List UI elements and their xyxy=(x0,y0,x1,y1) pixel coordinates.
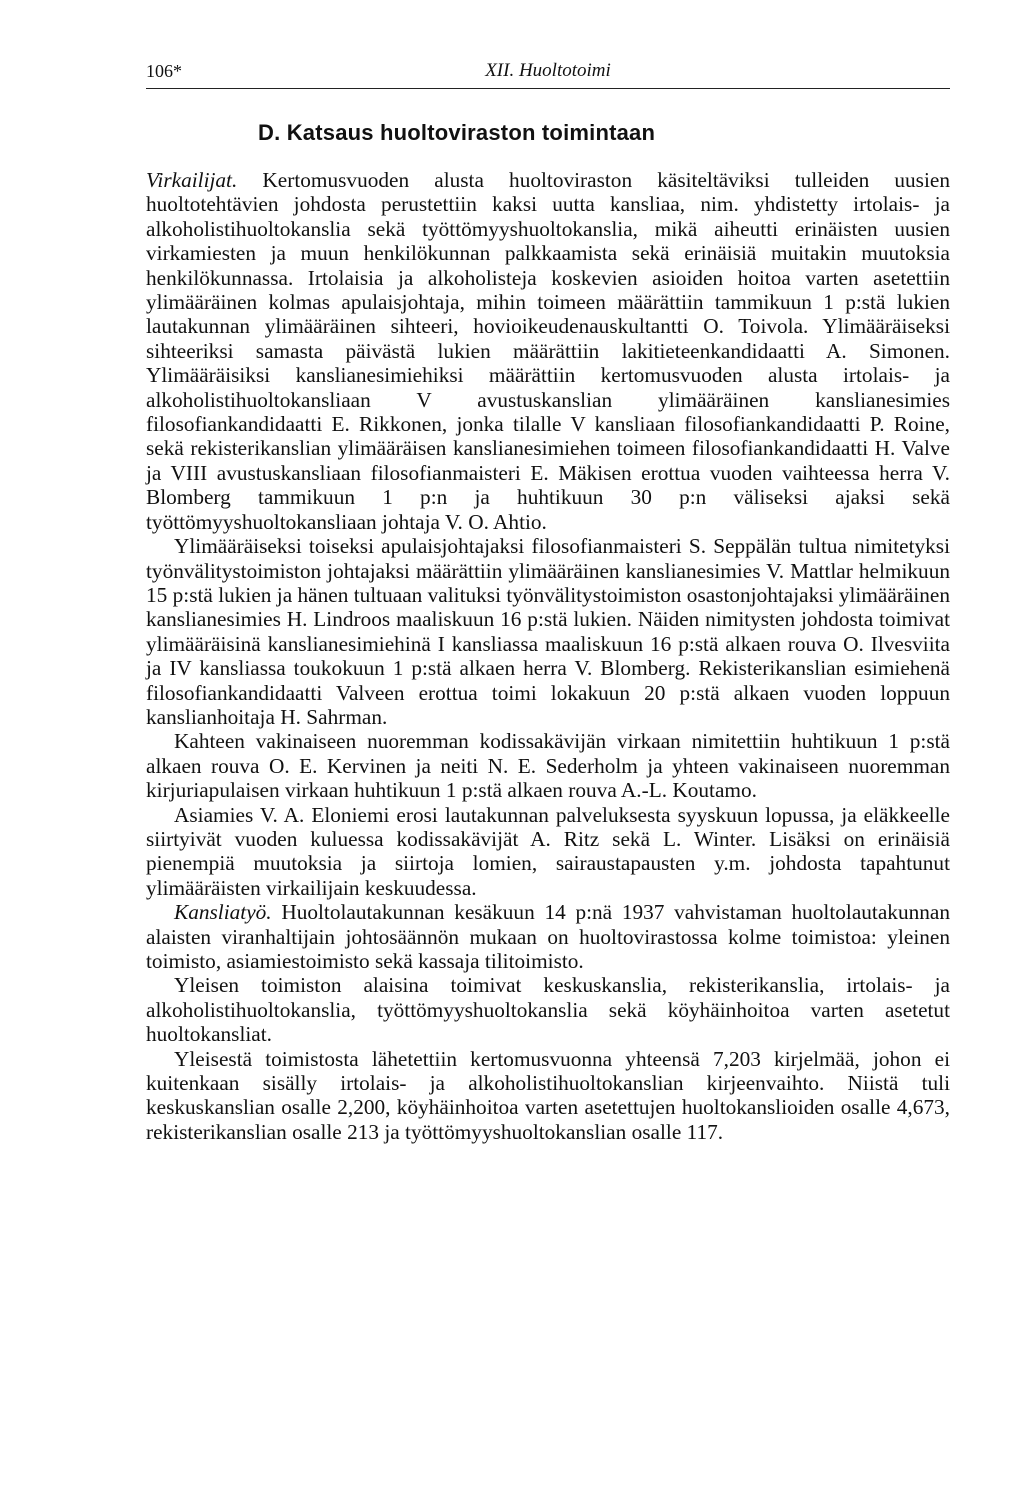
paragraph-text: Huoltolautakunnan kesäkuun 14 p:nä 1937 vahvistaman huoltolautakunnan alaisten viranhaltijain johtosäännön mukaan on huoltovirastossa kolme toimistoa: yleinen toimisto, asiamiestoimisto sekä kassaja tilitoimisto. xyxy=(146,900,950,973)
body-text xyxy=(146,168,950,1144)
paragraph-virkailijat xyxy=(146,168,950,534)
paragraph-yleinen-toimisto xyxy=(146,973,950,1046)
paragraph-asiamies xyxy=(146,803,950,901)
paragraph-text: Asiamies V. A. Eloniemi erosi lautakunnan palveluksesta syyskuun lopussa, ja eläkkeelle siirtyivät vuoden kuluessa kodissakävijät A. Ritz sekä L. Winter. Lisäksi on erinäisiä pienempiä muutoksia ja siirtoja lomien, sairaustapausten y.m. johdosta tapahtunut ylimääräisten virkailijain keskuudessa. xyxy=(146,802,950,900)
paragraph-text: Kertomusvuoden alusta huoltoviraston käsiteltäviksi tulleiden uusien huoltotehtävien johdosta perustettiin kaksi uutta kansliaa, nim. yhdistetty irtolais- ja alkoholistihuoltokanslia sekä työttömyyshuoltokanslia, mikä aiheutti erinäisten uusien virkamiesten ja muun henkilökunnan palkkaamista sekä erinäisiä muitakin muutoksia henkilökunnassa. Irtolaisia ja alkoholisteja koskevien asioiden hoitoa varten asetettiin ylimääräinen kolmas apulaisjohtaja, mihin toimeen määrättiin tammikuun 1 p:stä lukien lautakunnan ylimääräinen sihteeri, hovioikeudenauskultantti O. Toivola. Ylimääräiseksi sihteeriksi samasta päivästä lukien määrättiin lakitieteenkandidaatti A. Simonen. Ylimääräisiksi kanslianesimiehiksi määrättiin kertomusvuoden alusta irtolais- ja alkoholistihuoltokansliaan V avustuskanslian ylimääräinen kanslianesimies filosofiankandidaatti E. Rikkonen, jonka tilalle V kansliaan filosofiankandidaatti P. Roine, sekä rekisterikanslian ylimääräisen kanslianesimiehen toimeen filosofiankandidaatti H. Valve ja VIII avustuskansliaan filosofianmaisteri E. Mäkisen erottua vuoden vaihteessa herra V. Blomberg tammikuun 1 p:n ja huhtikuun 30 p:n väliseksi ajaksi sekä työttömyyshuoltokansliaan johtaja V. O. Ahtio. xyxy=(146,168,950,534)
running-header xyxy=(146,58,950,89)
paragraph-lead: Kansliatyö. xyxy=(174,900,272,925)
section-heading: D. Katsaus huoltoviraston toimintaan xyxy=(258,120,656,145)
paragraph-text: Kahteen vakinaiseen nuoremman kodissakävijän virkaan nimitettiin huhtikuun 1 p:stä alkaen rouva O. E. Kervinen ja neiti N. E. Sederholm ja yhteen vakinaiseen nuoremman kirjuriapulaisen virkaan huhtikuun 1 p:stä alkaen rouva A.-L. Koutamo. xyxy=(146,729,950,803)
paragraph-kansliatyo xyxy=(146,900,950,973)
paragraph-lead: Virkailijat. xyxy=(146,168,238,192)
paragraph-text: Ylimääräiseksi toiseksi apulaisjohtajaksi filosofianmaisteri S. Seppälän tultua nimitetyksi työnvälitystoimiston johtajaksi määrättiin ylimääräinen kanslianesimies V. Mattlar helmikuun 15 p:stä lukien ja hänen tultuaan valituksi työnvälitystoimiston osastonjohtajaksi ylimääräinen kanslianesimies H. Lindroos maaliskuun 16 p:stä lukien. Näiden nimitysten johdosta toimivat ylimääräisinä kanslianesimiehinä I kansliassa maaliskuun 16 p:stä alkaen rouva O. Ilvesviita ja IV kansliassa toukokuun 1 p:stä alkaen herra V. Blomberg. Rekisterikanslian esimiehenä filosofiankandidaatti Valveen erottua toimi lokakuun 20 p:stä alkaen vuoden loppuun kanslianhoitaja H. Sahrman. xyxy=(146,534,950,729)
paragraph-text: Yleisen toimiston alaisina toimivat keskuskanslia, rekisterikanslia, irtolais- ja alkoholistihuoltokanslia, työttömyyshuoltokanslia sekä köyhäinhoitoa varten asetetut huoltokansliat. xyxy=(146,973,950,1047)
running-title: XII. Huoltotoimi xyxy=(485,60,611,81)
paragraph-text: Yleisestä toimistosta lähetettiin kertomusvuonna yhteensä 7,203 kirjelmää, johon ei kuitenkaan sisälly irtolais- ja alkoholistihuoltokanslian kirjeenvaihto. Niistä tuli keskuskanslian osalle 2,200, köyhäinhoitoa varten asetettujen huoltokanslioiden osalle 4,673, rekisterikanslian osalle 213 ja työttömyyshuoltokanslian osalle 117. xyxy=(146,1046,950,1144)
paragraph-kirjelmat xyxy=(146,1047,950,1145)
page-number: 106* xyxy=(146,61,182,81)
paragraph-kodissakavijat xyxy=(146,729,950,802)
document-page xyxy=(146,58,950,1144)
paragraph-apulaisjohtaja xyxy=(146,534,950,729)
